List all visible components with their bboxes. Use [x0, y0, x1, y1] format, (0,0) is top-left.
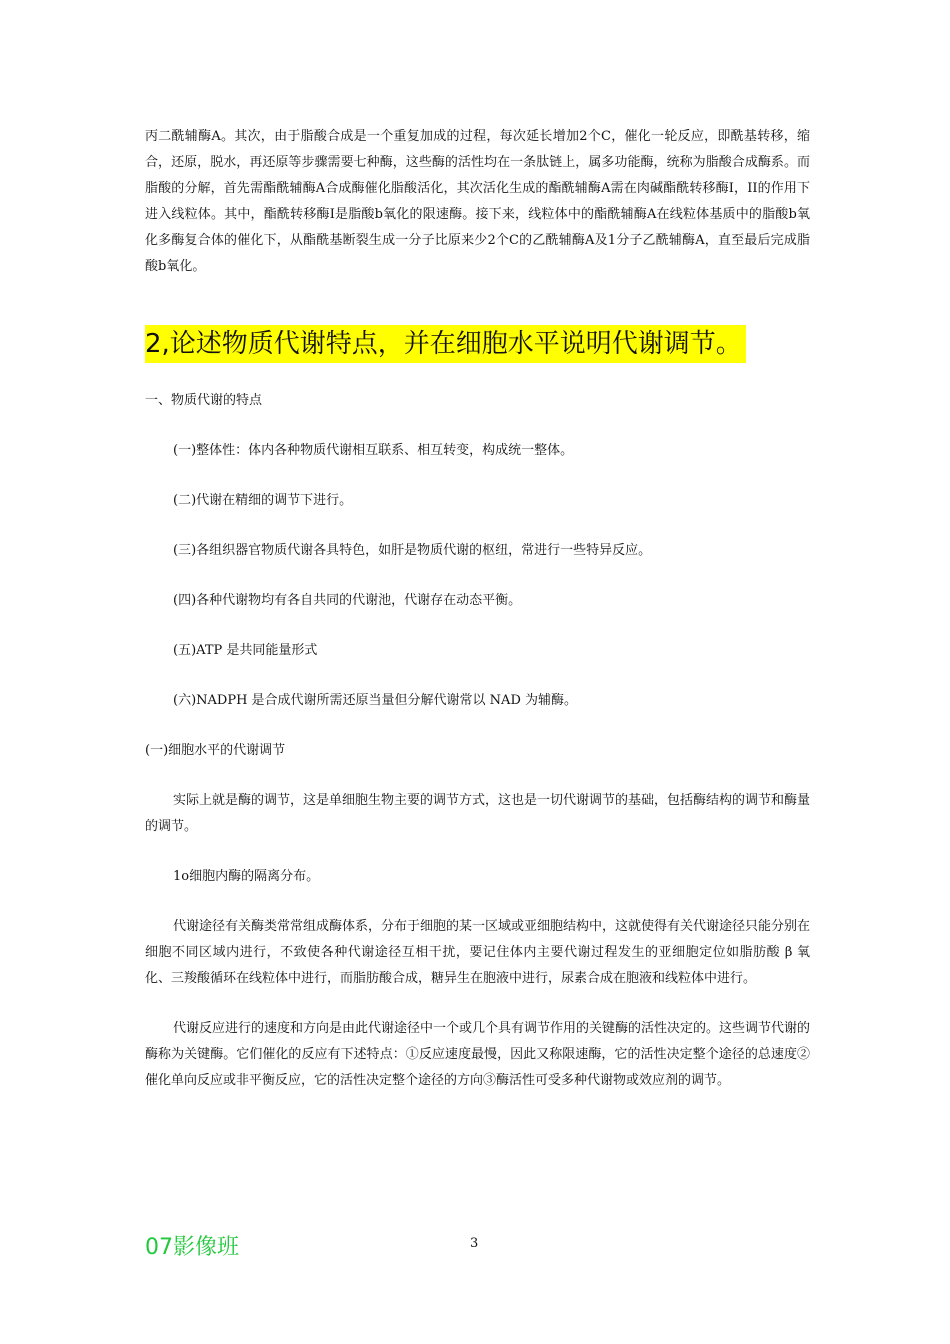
feature-item: (六)NADPH 是合成代谢所需还原当量但分解代谢常以 NAD 为辅酶。 [173, 693, 577, 708]
question-heading-wrap [145, 320, 810, 368]
cell-regulation-paragraph-1: 实际上就是酶的调节，这是单细胞生物主要的调节方式，这也是一切代谢调节的基础，包括酶结构的调节和酶量的调节。 [145, 793, 811, 834]
spacer [145, 840, 810, 864]
intro-paragraph: 丙二酰辅酶A。其次，由于脂酸合成是一个重复加成的过程，每次延长增加2个C，催化一轮反应，即酰基转移，缩合，还原，脱水，再还原等步骤需要七种酶，这些酶的活性均在一条肽链上，属多功能酶，统称为脂酸合成酶系。而脂酸的分解，首先需酯酰辅酶A合成酶催化脂酸活化，其次活化生成的酯酰辅酶A需在肉碱酯酰转移酶I，II的作用下进入线粒体。其中，酯酰转移酶I是脂酸b氧化的限速酶。接下来，线粒体中的酯酰辅酶A在线粒体基质中的脂酸b氧化多酶复合体的催化下，从酯酰基断裂生成一分子比原来少2个C的乙酰辅酶A及1分子乙酰辅酶A，直至最后完成脂酸b氧化。 [145, 129, 810, 274]
page-number: 3 [470, 1236, 479, 1251]
cell-regulation-paragraph-4: 代谢反应进行的速度和方向是由此代谢途径中一个或几个具有调节作用的关键酶的活性决定的。这些调节代谢的酶称为关键酶。它们催化的反应有下述特点：①反应速度最慢，因此又称限速酶，它的活性决定整个途径的总速度②催化单向反应或非平衡反应，它的活性决定整个途径的方向③酶活性可受多种代谢物或效应剂的调节。 [145, 1021, 811, 1088]
page-content [145, 124, 810, 1094]
question-heading: 2,论述物质代谢特点，并在细胞水平说明代谢调节。 [145, 325, 746, 363]
section-title-cell-regulation: (一)细胞水平的代谢调节 [145, 743, 286, 758]
feature-item: (五)ATP 是共同能量形式 [173, 643, 318, 658]
feature-item: (二)代谢在精细的调节下进行。 [173, 493, 353, 508]
footer-class-name: 07影像班 [145, 1235, 239, 1260]
cell-regulation-paragraph-2: 1o细胞内酶的隔离分布。 [173, 869, 320, 884]
feature-item: (一)整体性：体内各种物质代谢相互联系、相互转变，构成统一整体。 [173, 443, 574, 458]
feature-item: (四)各种代谢物均有各自共同的代谢池，代谢存在动态平衡。 [173, 593, 522, 608]
spacer [145, 890, 810, 914]
section-title-features: 一、物质代谢的特点 [145, 393, 263, 408]
feature-item: (三)各组织器官物质代谢各具特色，如肝是物质代谢的枢纽，常进行一些特异反应。 [173, 543, 652, 558]
cell-regulation-paragraph-3: 代谢途径有关酶类常常组成酶体系，分布于细胞的某一区域或亚细胞结构中，这就使得有关代谢途径只能分别在细胞不同区域内进行，不致使各种代谢途径互相干扰，要记住体内主要代谢过程发生的亚细胞定位如脂肪酸 β 氧化、三羧酸循环在线粒体中进行，而脂肪酸合成，糖异生在胞液中进行，尿素合成在胞液和线粒体中进行。 [145, 919, 811, 986]
spacer [145, 992, 810, 1016]
